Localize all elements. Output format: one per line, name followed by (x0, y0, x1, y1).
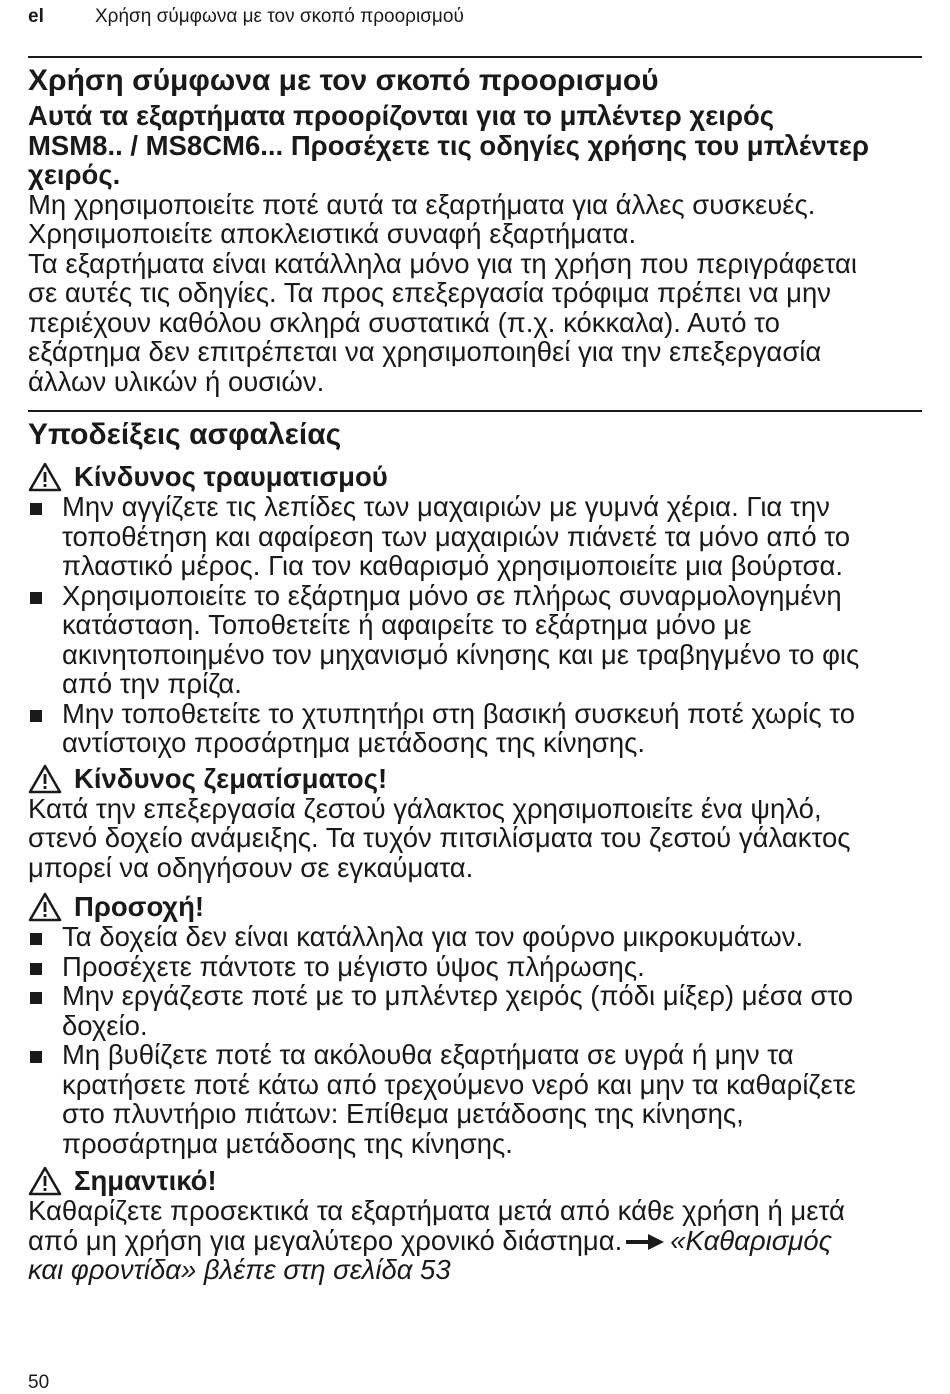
warning-heading-scald (28, 764, 928, 794)
section-divider (28, 410, 922, 412)
body-line: εξάρτημα δεν επιτρέπεται να χρησιμοποιηθεί για την επεξεργασία (28, 336, 822, 367)
section-heading: Χρήση σύμφωνα με τον σκοπό προορισμού (28, 64, 659, 97)
warning-title: Σημαντικό! (74, 1165, 217, 1196)
bullet-square-icon (30, 992, 42, 1004)
intro-bold-line: Αυτά τα εξαρτήματα προορίζονται για το μπλέντερ χειρός (28, 100, 775, 131)
list-item (28, 981, 928, 1040)
bullet-line: Χρησιμοποιείτε το εξάρτημα μόνο σε πλήρως συναρμολογημένη (62, 579, 842, 611)
body-line (28, 1226, 928, 1256)
warning-bullet-list (28, 922, 928, 1158)
bullet-square-icon (30, 963, 42, 975)
bullet-line: προσάρτημα μετάδοσης της κίνησης. (62, 1127, 513, 1159)
warning-title: Κίνδυνος ζεματίσματος! (74, 762, 388, 794)
section-safety-notes (28, 418, 928, 1285)
body-line: άλλων υλικών ή ουσιών. (28, 365, 325, 397)
section-intended-use (28, 64, 928, 396)
list-item (28, 1040, 928, 1158)
bullet-line: Μην εργάζεστε ποτέ με το μπλέντερ χειρός (πόδι μίξερ) μέσα στο (62, 980, 854, 1011)
body-line: Τα εξαρτήματα είναι κατάλληλα μόνο για τη χρήση που περιγράφεται (28, 247, 858, 279)
list-item (28, 952, 928, 982)
bullet-line: τοποθέτηση και αφαίρεση των μαχαιριών πιάνετέ τα μόνο από το (62, 520, 851, 552)
arrow-right-icon (626, 1234, 664, 1250)
intro-bold-line: χειρός. (28, 159, 121, 190)
bullet-line: κρατήσετε ποτέ κάτω από τρεχούμενο νερό και μην τα καθαρίζετε (62, 1068, 856, 1100)
warning-heading-injury (28, 462, 928, 492)
bullet-line: από την πρίζα. (62, 668, 242, 699)
list-item (28, 581, 928, 699)
bullet-line: Μη βυθίζετε ποτέ τα ακόλουθα εξαρτήματα σε υγρά ή μην τα (62, 1039, 794, 1070)
bullet-line: Μην τοποθετείτε το χτυπητήρι στη βασική συσκευή ποτέ χωρίς το (62, 697, 856, 729)
bullet-line: αντίστοιχο προσάρτημα μετάδοσης της κίνησης. (62, 727, 646, 758)
list-item (28, 699, 928, 758)
body-line: μπορεί να οδηγήσουν σε εγκαύματα. (28, 851, 474, 883)
warning-title: Προσοχή! (74, 891, 205, 922)
warning-triangle-icon (28, 1166, 62, 1196)
language-code: el (28, 6, 44, 27)
warning-title: Κίνδυνος τραυματισμού (74, 461, 388, 492)
bullet-line: κατάσταση. Τοποθετείτε ή αφαιρείτε το εξάρτημα μόνο με (62, 609, 752, 640)
body-line: Καθαρίζετε προσεκτικά τα εξαρτήματα μετά από κάθε χρήση ή μετά (28, 1195, 845, 1226)
bullet-square-icon (30, 1051, 42, 1063)
body-line: περιέχουν καθόλου σκληρά συστατικά (π.χ. κόκκαλα). Αυτό το (28, 306, 780, 338)
running-header-title: Χρήση σύμφωνα με τον σκοπό προορισμού (95, 6, 464, 27)
bullet-square-icon (30, 503, 42, 515)
warning-heading-caution (28, 892, 928, 922)
body-line: Μη χρησιμοποιείτε ποτέ αυτά τα εξαρτήματα για άλλες συσκευές. (28, 188, 816, 220)
warning-heading-important (28, 1166, 928, 1196)
body-line: Κατά την επεξεργασία ζεστού γάλακτος χρησιμοποιείτε ένα ψηλό, (28, 792, 822, 824)
page-number: 50 (28, 1372, 50, 1393)
bullet-line: πλαστικό μέρος. Για τον καθαρισμό χρησιμοποιείτε μια βούρτσα. (62, 550, 844, 581)
bullet-line: Προσέχετε πάντοτε το μέγιστο ύψος πλήρωσης. (62, 950, 645, 982)
intro-bold-line: MSM8.. / MS8CM6... Προσέχετε τις οδηγίες χρήσης του μπλέντερ (28, 129, 869, 161)
body-text: από μη χρήση για μεγαλύτερο χρονικό διάστημα. (28, 1224, 623, 1256)
section-heading: Υποδείξεις ασφαλείας (28, 418, 342, 451)
cross-reference-link[interactable]: «Καθαρισμός (670, 1224, 833, 1256)
warning-bullet-list (28, 492, 928, 758)
bullet-line: στο πλυντήριο πιάτων: Επίθεμα μετάδοσης της κίνησης, (62, 1098, 744, 1129)
warning-triangle-icon (28, 462, 62, 492)
list-item (28, 922, 928, 952)
warning-triangle-icon (28, 892, 62, 922)
bullet-line: Μην αγγίζετε τις λεπίδες των μαχαιριών με γυμνά χέρια. Για την (62, 491, 830, 522)
body-line: Χρησιμοποιείτε αποκλειστικά συναφή εξαρτήματα. (28, 218, 637, 249)
section-divider (28, 56, 922, 58)
warning-triangle-icon (28, 764, 62, 794)
bullet-square-icon (30, 933, 42, 945)
bullet-line: ακινητοποιημένο τον μηχανισμό κίνησης και με τραβηγμένο το φις (62, 638, 860, 670)
body-line: στενό δοχείο ανάμειξης. Τα τυχόν πιτσιλίσματα του ζεστού γάλακτος (28, 822, 851, 853)
body-line: σε αυτές τις οδηγίες. Τα προς επεξεργασία τρόφιμα πρέπει να μην (28, 277, 832, 308)
bullet-line: Τα δοχεία δεν είναι κατάλληλα για τον φούρνο μικροκυμάτων. (62, 921, 804, 952)
cross-reference-link[interactable]: και φροντίδα» βλέπε στη σελίδα 53 (28, 1254, 451, 1285)
list-item (28, 492, 928, 581)
bullet-square-icon (30, 592, 42, 604)
bullet-line: δοχείο. (62, 1009, 148, 1041)
bullet-square-icon (30, 710, 42, 722)
